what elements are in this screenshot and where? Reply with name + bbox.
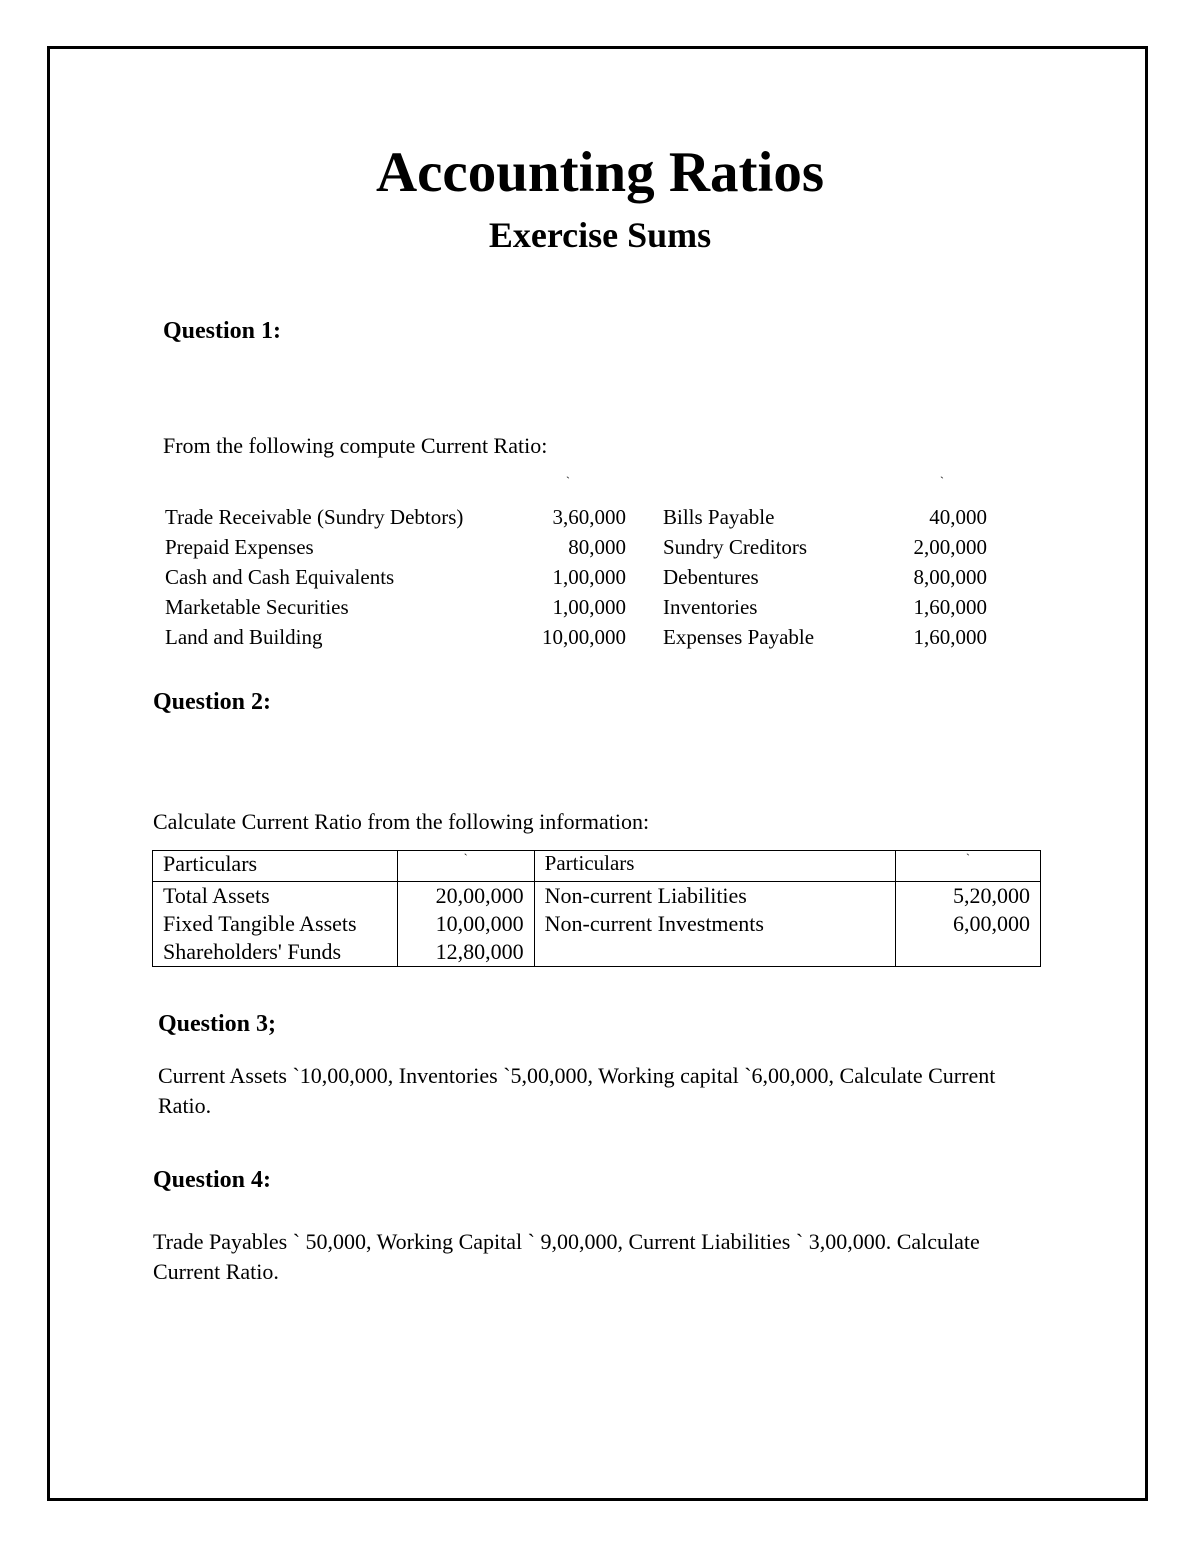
question-4-text: Trade Payables ` 50,000, Working Capital ` 9,00,000, Current Liabilities ` 3,00,000. Calculate Current Ratio. bbox=[153, 1229, 980, 1284]
item-value: 8,00,000 bbox=[913, 565, 987, 589]
item-label: Cash and Cash Equivalents bbox=[165, 565, 395, 589]
currency-mark-left: ` bbox=[566, 474, 570, 488]
item-value: 40,000 bbox=[929, 505, 987, 529]
question-2-heading: Question 2: bbox=[153, 689, 272, 715]
item-label: Expenses Payable bbox=[663, 625, 815, 649]
cell-value: 10,00,000 bbox=[435, 911, 524, 936]
table-cell bbox=[896, 882, 1041, 967]
item-value: 1,00,000 bbox=[552, 595, 626, 619]
cell-label: Non-current Liabilities bbox=[544, 883, 747, 908]
question-3-heading: Question 3; bbox=[158, 1011, 277, 1037]
item-label: Land and Building bbox=[165, 625, 323, 649]
question-3-text: Current Assets `10,00,000, Inventories `5,00,000, Working capital `6,00,000, Calculate Current Ratio. bbox=[158, 1063, 996, 1118]
cell-label: Non-current Investments bbox=[544, 911, 764, 936]
currency-mark-right: ` bbox=[940, 474, 944, 488]
table-cell bbox=[153, 882, 398, 967]
list-item bbox=[0, 625, 1200, 655]
item-label: Bills Payable bbox=[663, 505, 775, 529]
question-4-heading: Question 4: bbox=[153, 1167, 272, 1193]
item-label: Sundry Creditors bbox=[663, 535, 808, 559]
item-value: 1,60,000 bbox=[913, 595, 987, 619]
list-item bbox=[0, 565, 1200, 595]
page-title: Accounting Ratios bbox=[375, 141, 825, 204]
cell-label: Fixed Tangible Assets bbox=[163, 911, 357, 936]
item-label: Inventories bbox=[663, 595, 758, 619]
item-label: Trade Receivable (Sundry Debtors) bbox=[165, 505, 464, 529]
item-value: 1,00,000 bbox=[552, 565, 626, 589]
item-label: Prepaid Expenses bbox=[165, 535, 314, 559]
question-2-table bbox=[152, 850, 1041, 967]
cell-label: Shareholders' Funds bbox=[163, 939, 342, 964]
question-2-instruction: Calculate Current Ratio from the following information: bbox=[153, 809, 650, 834]
item-label: Debentures bbox=[663, 565, 759, 589]
table-row bbox=[153, 882, 1041, 967]
table-cell bbox=[397, 882, 534, 967]
list-item bbox=[0, 535, 1200, 565]
cell-value: 6,00,000 bbox=[953, 911, 1030, 936]
table-header: Particulars bbox=[153, 851, 398, 882]
question-1-heading: Question 1: bbox=[163, 318, 282, 344]
cell-value: 5,20,000 bbox=[953, 883, 1030, 908]
list-item bbox=[0, 595, 1200, 625]
table-header: ` bbox=[397, 851, 534, 882]
question-1-instruction: From the following compute Current Ratio: bbox=[163, 433, 548, 458]
cell-value: 20,00,000 bbox=[435, 883, 524, 908]
cell-label: Total Assets bbox=[163, 883, 270, 908]
item-label: Marketable Securities bbox=[165, 595, 349, 619]
list-item bbox=[0, 505, 1200, 535]
table-header: ` bbox=[896, 851, 1041, 882]
table-header-row bbox=[153, 851, 1041, 882]
table-header: Particulars bbox=[534, 851, 895, 882]
item-value: 2,00,000 bbox=[913, 535, 987, 559]
item-value: 1,60,000 bbox=[913, 625, 987, 649]
item-value: 3,60,000 bbox=[552, 505, 626, 529]
cell-value: 12,80,000 bbox=[435, 939, 524, 964]
table-cell bbox=[534, 882, 895, 967]
item-value: 10,00,000 bbox=[542, 625, 626, 649]
page-subtitle: Exercise Sums bbox=[488, 215, 712, 255]
item-value: 80,000 bbox=[568, 535, 626, 559]
